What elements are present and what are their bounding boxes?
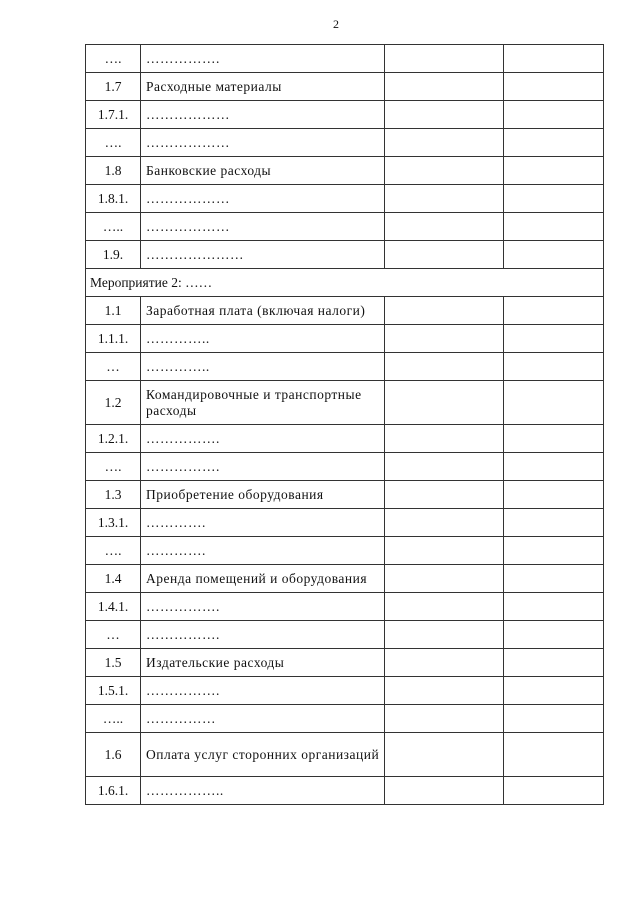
table-row bbox=[86, 101, 604, 129]
item-name: ………………… bbox=[141, 241, 385, 269]
amount-cell bbox=[504, 705, 604, 733]
amount-cell bbox=[504, 129, 604, 157]
item-name: …………… bbox=[141, 705, 385, 733]
item-name: Банковские расходы bbox=[141, 157, 385, 185]
item-name: Заработная плата (включая налоги) bbox=[141, 297, 385, 325]
amount-cell bbox=[385, 241, 504, 269]
table-row bbox=[86, 649, 604, 677]
amount-cell bbox=[504, 481, 604, 509]
amount-cell bbox=[385, 593, 504, 621]
item-name: ………….. bbox=[141, 353, 385, 381]
amount-cell bbox=[504, 509, 604, 537]
amount-cell bbox=[385, 481, 504, 509]
item-number: 1.8 bbox=[86, 157, 141, 185]
item-name: Издательские расходы bbox=[141, 649, 385, 677]
amount-cell bbox=[385, 733, 504, 777]
amount-cell bbox=[504, 157, 604, 185]
amount-cell bbox=[504, 677, 604, 705]
item-number: …. bbox=[86, 45, 141, 73]
table-row bbox=[86, 509, 604, 537]
table-row bbox=[86, 565, 604, 593]
event-title: Мероприятие 2: …… bbox=[86, 269, 604, 297]
item-name: ……………. bbox=[141, 621, 385, 649]
table-row bbox=[86, 157, 604, 185]
item-number: 1.5.1. bbox=[86, 677, 141, 705]
item-name: ……………. bbox=[141, 453, 385, 481]
table-row bbox=[86, 325, 604, 353]
item-name: Аренда помещений и оборудования bbox=[141, 565, 385, 593]
table-row bbox=[86, 381, 604, 425]
table-row bbox=[86, 73, 604, 101]
amount-cell bbox=[385, 425, 504, 453]
amount-cell bbox=[385, 621, 504, 649]
amount-cell bbox=[504, 425, 604, 453]
amount-cell bbox=[385, 777, 504, 805]
item-number: …. bbox=[86, 129, 141, 157]
amount-cell bbox=[385, 677, 504, 705]
amount-cell bbox=[385, 565, 504, 593]
item-number: ….. bbox=[86, 705, 141, 733]
amount-cell bbox=[504, 621, 604, 649]
amount-cell bbox=[504, 297, 604, 325]
item-number: 1.1.1. bbox=[86, 325, 141, 353]
amount-cell bbox=[385, 45, 504, 73]
table-row bbox=[86, 241, 604, 269]
event-row bbox=[86, 269, 604, 297]
amount-cell bbox=[385, 649, 504, 677]
amount-cell bbox=[504, 73, 604, 101]
item-name: ……………… bbox=[141, 213, 385, 241]
amount-cell bbox=[385, 325, 504, 353]
table-row bbox=[86, 425, 604, 453]
amount-cell bbox=[385, 213, 504, 241]
budget-table bbox=[85, 44, 604, 805]
item-name: ……………… bbox=[141, 101, 385, 129]
item-name: Приобретение оборудования bbox=[141, 481, 385, 509]
table-row bbox=[86, 705, 604, 733]
amount-cell bbox=[504, 593, 604, 621]
item-name: ……………. bbox=[141, 677, 385, 705]
amount-cell bbox=[504, 777, 604, 805]
item-number: 1.5 bbox=[86, 649, 141, 677]
item-number: 1.1 bbox=[86, 297, 141, 325]
amount-cell bbox=[385, 129, 504, 157]
item-number: 1.4 bbox=[86, 565, 141, 593]
item-name: ……………… bbox=[141, 129, 385, 157]
item-name: …………….. bbox=[141, 777, 385, 805]
item-number: … bbox=[86, 353, 141, 381]
amount-cell bbox=[385, 297, 504, 325]
item-number: 1.3 bbox=[86, 481, 141, 509]
table-row bbox=[86, 621, 604, 649]
item-number: 1.9. bbox=[86, 241, 141, 269]
amount-cell bbox=[385, 185, 504, 213]
amount-cell bbox=[385, 509, 504, 537]
table-row bbox=[86, 677, 604, 705]
amount-cell bbox=[504, 565, 604, 593]
amount-cell bbox=[385, 157, 504, 185]
item-number: …. bbox=[86, 453, 141, 481]
amount-cell bbox=[385, 705, 504, 733]
item-number: 1.6.1. bbox=[86, 777, 141, 805]
table-row bbox=[86, 733, 604, 777]
item-name: ………….. bbox=[141, 325, 385, 353]
table-row bbox=[86, 537, 604, 565]
item-number: ….. bbox=[86, 213, 141, 241]
table-row bbox=[86, 481, 604, 509]
item-name: Расходные материалы bbox=[141, 73, 385, 101]
table-row bbox=[86, 353, 604, 381]
amount-cell bbox=[504, 453, 604, 481]
budget-table-body bbox=[86, 45, 604, 805]
item-name: ……………. bbox=[141, 425, 385, 453]
item-number: 1.3.1. bbox=[86, 509, 141, 537]
item-number: …. bbox=[86, 537, 141, 565]
amount-cell bbox=[504, 325, 604, 353]
table-row bbox=[86, 129, 604, 157]
table-row bbox=[86, 593, 604, 621]
item-name: ……………. bbox=[141, 45, 385, 73]
item-number: 1.2.1. bbox=[86, 425, 141, 453]
item-name: Командировочные и транспортные расходы bbox=[141, 381, 385, 425]
amount-cell bbox=[504, 185, 604, 213]
item-name: Оплата услуг сторонних организаций bbox=[141, 733, 385, 777]
item-number: 1.6 bbox=[86, 733, 141, 777]
item-number: 1.2 bbox=[86, 381, 141, 425]
amount-cell bbox=[504, 213, 604, 241]
amount-cell bbox=[385, 101, 504, 129]
item-number: 1.4.1. bbox=[86, 593, 141, 621]
amount-cell bbox=[504, 353, 604, 381]
table-row bbox=[86, 297, 604, 325]
table-row bbox=[86, 213, 604, 241]
item-number: 1.7.1. bbox=[86, 101, 141, 129]
table-row bbox=[86, 453, 604, 481]
table-row bbox=[86, 45, 604, 73]
item-name: ……………… bbox=[141, 185, 385, 213]
item-name: …………. bbox=[141, 509, 385, 537]
amount-cell bbox=[385, 381, 504, 425]
item-name: ……………. bbox=[141, 593, 385, 621]
amount-cell bbox=[385, 453, 504, 481]
item-name: …………. bbox=[141, 537, 385, 565]
amount-cell bbox=[504, 733, 604, 777]
amount-cell bbox=[504, 241, 604, 269]
amount-cell bbox=[385, 353, 504, 381]
amount-cell bbox=[504, 101, 604, 129]
page-number: 2 bbox=[333, 17, 339, 31]
table-row bbox=[86, 777, 604, 805]
amount-cell bbox=[504, 537, 604, 565]
amount-cell bbox=[385, 537, 504, 565]
amount-cell bbox=[504, 649, 604, 677]
item-number: … bbox=[86, 621, 141, 649]
item-number: 1.8.1. bbox=[86, 185, 141, 213]
item-number: 1.7 bbox=[86, 73, 141, 101]
amount-cell bbox=[504, 381, 604, 425]
table-row bbox=[86, 185, 604, 213]
amount-cell bbox=[385, 73, 504, 101]
amount-cell bbox=[504, 45, 604, 73]
